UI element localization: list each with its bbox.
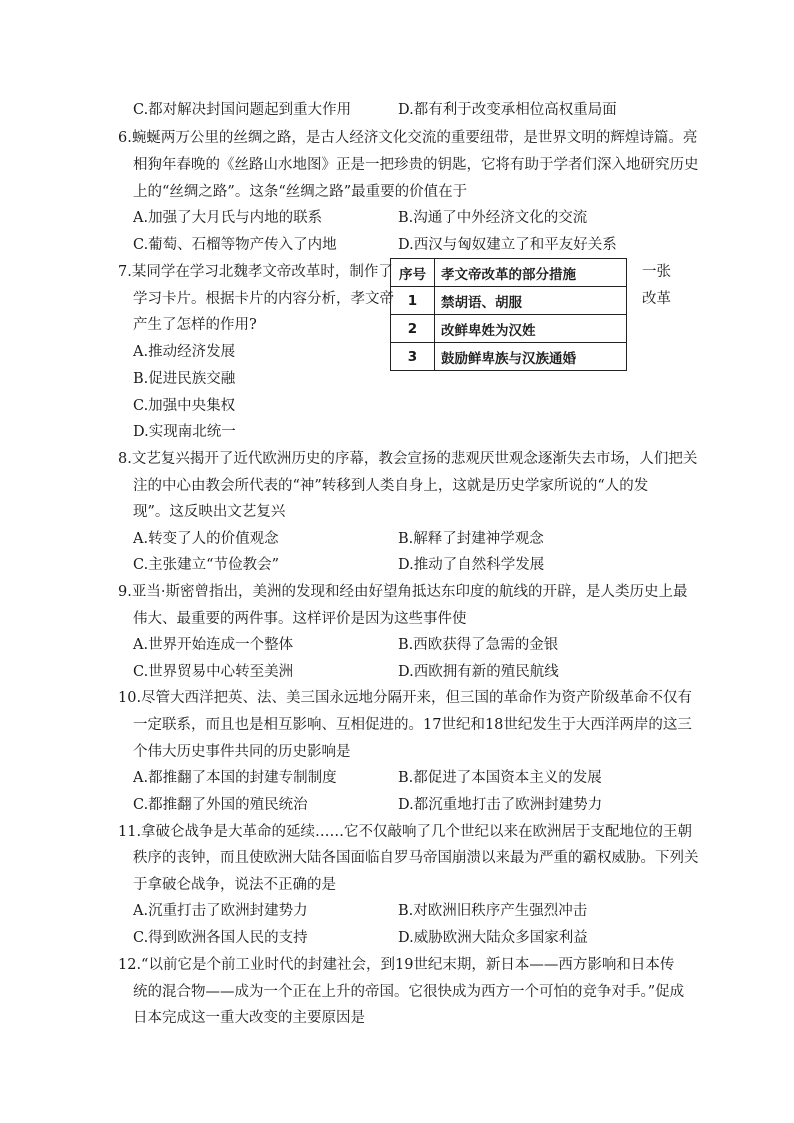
q5-option-c: C.都对解决封国问题起到重大作用 [133, 102, 352, 118]
q7-stem-line-3: 产生了怎样的作用? [133, 317, 257, 333]
q10-option-c: C.都推翻了外国的殖民统治 [133, 797, 308, 813]
q8-stem-line-2: 注的中心由教会所代表的“神”转移到人类自身上，这就是历史学家所说的“人的发 [133, 478, 649, 494]
q7-option-b: B.促进民族交融 [133, 371, 236, 387]
q8-option-c: C.主张建立“节俭教会” [133, 557, 280, 573]
q12-stem-line-3: 日本完成这一重大改变的主要原因是 [133, 1010, 365, 1026]
q7-reform-table [390, 258, 627, 371]
q11-stem-line-1: 11.拿破仑战争是大革命的延续……它不仅敲响了几个世纪以来在欧洲居于支配地位的王朝 [118, 824, 693, 840]
table-row [391, 343, 627, 371]
q11-option-a: A.沉重打击了欧洲封建势力 [133, 903, 308, 919]
q6-stem-line-2: 相狗年春晚的《丝路山水地图》正是一把珍贵的钥匙，它将有助于学者们深入地研究历史 [133, 157, 699, 173]
q6-option-a: A.加强了大月氏与内地的联系 [133, 210, 323, 226]
q8-option-d: D.推动了自然科学发展 [398, 557, 545, 573]
table-header-row [391, 259, 627, 287]
q9-stem-line-2: 伟大、最重要的两件事。这样评价是因为这些事件使 [133, 611, 467, 627]
q11-option-b: B.对欧洲旧秩序产生强烈冲击 [398, 903, 588, 919]
table-cell-measure: 改鲜卑姓为汉姓 [435, 315, 627, 343]
q7-option-d: D.实现南北统一 [133, 424, 236, 440]
q8-stem-line-1: 8.文艺复兴揭开了近代欧洲历史的序幕，教会宣扬的悲观厌世观念逐渐失去市场，人们把关 [118, 451, 698, 467]
q6-option-d: D.西汉与匈奴建立了和平友好关系 [398, 237, 617, 253]
q12-stem-line-2: 统的混合物——成为一个正在上升的帝国。它很快成为西方一个可怕的竞争对手。”促成 [133, 984, 685, 1000]
q11-stem-line-3: 于拿破仑战争，说法不正确的是 [133, 877, 336, 893]
q8-option-a: A.转变了人的价值观念 [133, 531, 279, 547]
q12-stem-line-1: 12.“以前它是个前工业时代的封建社会，到19世纪末期，新日本——西方影响和日本传 [118, 957, 675, 973]
q10-option-b: B.都促进了本国资本主义的发展 [398, 770, 602, 786]
q9-option-b: B.西欧获得了急需的金银 [398, 637, 559, 653]
table-header-num: 序号 [391, 259, 435, 287]
q11-option-c: C.得到欧洲各国人民的支持 [133, 930, 308, 946]
q9-option-c: C.世界贸易中心转至美洲 [133, 664, 294, 680]
q7-stem-line-2: 学习卡片。根据卡片的内容分析，孝文帝 [133, 291, 394, 307]
q7-stem-line-2-tail: 改革 [642, 291, 671, 307]
q7-stem-line-1-tail: 一张 [642, 264, 671, 280]
table-cell-num: 3 [391, 343, 435, 371]
table-cell-num: 2 [391, 315, 435, 343]
table-cell-measure: 鼓励鲜卑族与汉族通婚 [435, 343, 627, 371]
q6-option-c: C.葡萄、石榴等物产传入了内地 [133, 237, 337, 253]
q6-stem-line-3: 上的“丝绸之路”。这条“丝绸之路”最重要的价值在于 [133, 184, 468, 200]
table-cell-num: 1 [391, 287, 435, 315]
q11-stem-line-2: 秩序的丧钟，而且使欧洲大陆各国面临自罗马帝国崩溃以来最为严重的霸权威胁。下列关 [133, 850, 699, 866]
table-cell-measure: 禁胡语、胡服 [435, 287, 627, 315]
table-header-measure: 孝文帝改革的部分措施 [435, 259, 627, 287]
q10-stem-line-2: 一定联系，而且也是相互影响、互相促进的。17世纪和18世纪发生于大西洋两岸的这三 [133, 717, 692, 733]
q8-stem-line-3: 现”。这反映出文艺复兴 [133, 504, 286, 520]
q10-stem-line-3: 个伟大历史事件共同的历史影响是 [133, 744, 351, 760]
q9-option-d: D.西欧拥有新的殖民航线 [398, 664, 559, 680]
q8-option-b: B.解释了封建神学观念 [398, 531, 544, 547]
q5-option-d: D.都有利于改变承相位高权重局面 [398, 102, 617, 118]
table-row [391, 287, 627, 315]
table-row [391, 315, 627, 343]
q10-option-a: A.都推翻了本国的封建专制制度 [133, 770, 337, 786]
q7-stem-line-1: 7.某同学在学习北魏孝文帝改革时，制作了 [118, 264, 393, 280]
q9-stem-line-1: 9.亚当·斯密曾指出，美洲的发现和经由好望角抵达东印度的航线的开辟，是人类历史上最 [118, 584, 688, 600]
q10-stem-line-1: 10.尽管大西洋把英、法、美三国永远地分隔开来，但三国的革命作为资产阶级革命不仅有 [118, 690, 693, 706]
q6-stem-line-1: 6.蜿蜒两万公里的丝绸之路，是古人经济文化交流的重要纽带，是世界文明的辉煌诗篇。亮 [118, 130, 698, 146]
q7-option-c: C.加强中央集权 [133, 398, 236, 414]
q7-option-a: A.推动经济发展 [133, 344, 236, 360]
q11-option-d: D.威胁欧洲大陆众多国家利益 [398, 930, 588, 946]
q10-option-d: D.都沉重地打击了欧洲封建势力 [398, 797, 603, 813]
q6-option-b: B.沟通了中外经济文化的交流 [398, 210, 588, 226]
q9-option-a: A.世界开始连成一个整体 [133, 637, 294, 653]
